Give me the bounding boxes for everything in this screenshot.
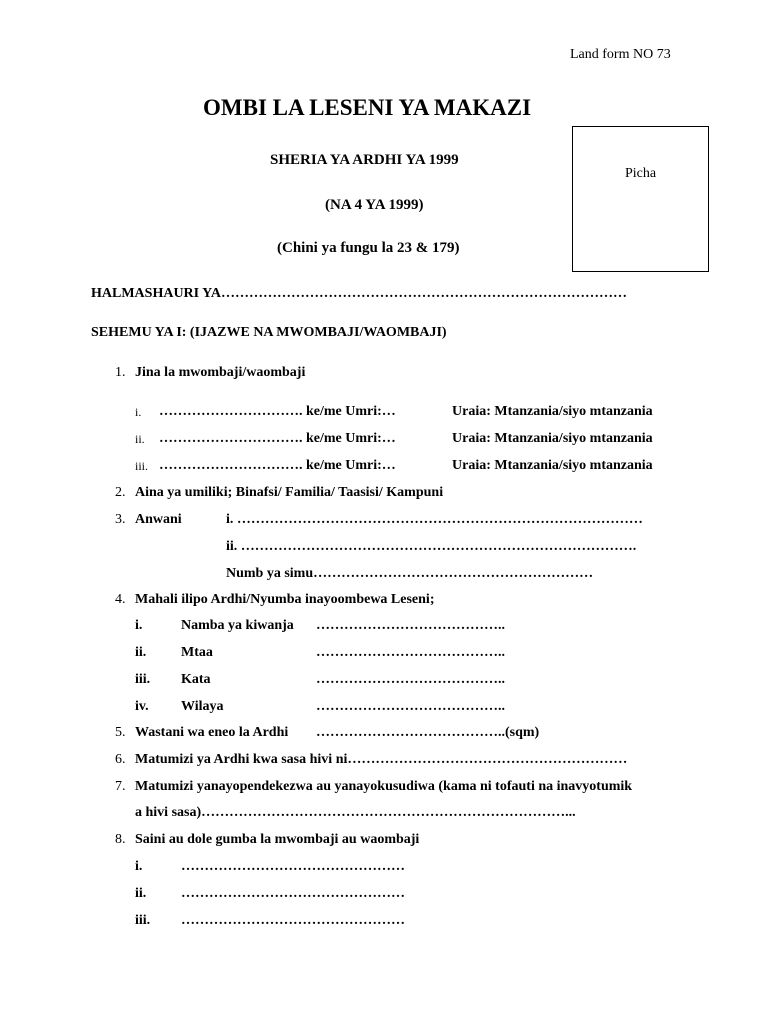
roman-numeral: iii. <box>135 672 151 687</box>
applicant-name-label: Jina la mwombaji/waombaji <box>135 365 306 380</box>
page-title: OMBI LA LESENI YA MAKAZI <box>203 95 532 120</box>
signature-line: ………………………………………… <box>181 859 405 874</box>
roman-numeral: iv. <box>135 699 149 714</box>
district-label: Wilaya <box>181 699 224 714</box>
item-number: 8. <box>115 832 126 847</box>
citizenship-option: Uraia: Mtanzania/siyo mtanzania <box>452 431 653 446</box>
address-line-1: i. …………………………………………………………………………… <box>226 512 643 527</box>
current-use-label: Matumizi ya Ardhi kwa sasa hivi ni…………………………………………………… <box>135 752 628 767</box>
proposed-use-label: Matumizi yanayopendekezwa au yanayokusudiwa (kama ni tofauti na inavyotumik <box>135 779 633 794</box>
address-label: Anwani <box>135 512 182 527</box>
plot-number-line: ………………………………….. <box>316 618 505 633</box>
item-number: 3. <box>115 512 126 527</box>
street-line: ………………………………….. <box>316 645 505 660</box>
street-label: Mtaa <box>181 645 213 660</box>
plot-number-label: Namba ya kiwanja <box>181 618 294 633</box>
roman-numeral: ii. <box>135 886 147 901</box>
roman-numeral: iii. <box>135 459 149 473</box>
form-number: Land form NO 73 <box>570 47 671 62</box>
item-number: 5. <box>115 725 126 740</box>
item-number: 6. <box>115 752 126 767</box>
district-line: ………………………………….. <box>316 699 505 714</box>
roman-numeral: i. <box>135 618 143 633</box>
law-section: (Chini ya fungu la 23 & 179) <box>277 240 460 256</box>
phone-number-line: Numb ya simu…………………………………………………… <box>226 566 594 581</box>
law-title: SHERIA YA ARDHI YA 1999 <box>270 152 459 168</box>
land-area-label: Wastani wa eneo la Ardhi <box>135 725 289 740</box>
applicant-name-line: …………………………. ke/me Umri:… <box>159 458 396 473</box>
roman-numeral: ii. <box>135 645 147 660</box>
citizenship-option: Uraia: Mtanzania/siyo mtanzania <box>452 404 653 419</box>
item-number: 2. <box>115 485 126 500</box>
photo-box <box>572 126 709 272</box>
item-number: 7. <box>115 779 126 794</box>
item-number: 1. <box>115 365 126 380</box>
land-location-label: Mahali ilipo Ardhi/Nyumba inayoombewa Leseni; <box>135 592 435 607</box>
roman-numeral: i. <box>135 859 143 874</box>
signature-line: ………………………………………… <box>181 886 405 901</box>
address-line-2: ii. …………………………………………………………………………. <box>226 539 637 554</box>
proposed-use-line: a hivi sasa)……………………………………………………………………... <box>135 805 576 820</box>
roman-numeral: ii. <box>135 432 145 446</box>
citizenship-option: Uraia: Mtanzania/siyo mtanzania <box>452 458 653 473</box>
section-heading: SEHEMU YA I: (IJAZWE NA MWOMBAJI/WAOMBAJI) <box>91 325 447 340</box>
item-number: 4. <box>115 592 126 607</box>
roman-numeral: i. <box>135 405 142 419</box>
applicant-name-line: …………………………. ke/me Umri:… <box>159 404 396 419</box>
roman-numeral: iii. <box>135 913 151 928</box>
photo-label: Picha <box>624 166 657 181</box>
ownership-type-label: Aina ya umiliki; Binafsi/ Familia/ Taasisi/ Kampuni <box>135 485 444 500</box>
signature-label: Saini au dole gumba la mwombaji au waombaji <box>135 832 420 847</box>
land-area-line: …………………………………..(sqm) <box>316 725 540 740</box>
law-number: (NA 4 YA 1999) <box>325 197 424 213</box>
applicant-name-line: …………………………. ke/me Umri:… <box>159 431 396 446</box>
ward-label: Kata <box>181 672 211 687</box>
signature-line: ………………………………………… <box>181 913 405 928</box>
halmashauri-field: HALMASHAURI YA…………………………………………………………………………… <box>91 286 628 301</box>
ward-line: ………………………………….. <box>316 672 505 687</box>
